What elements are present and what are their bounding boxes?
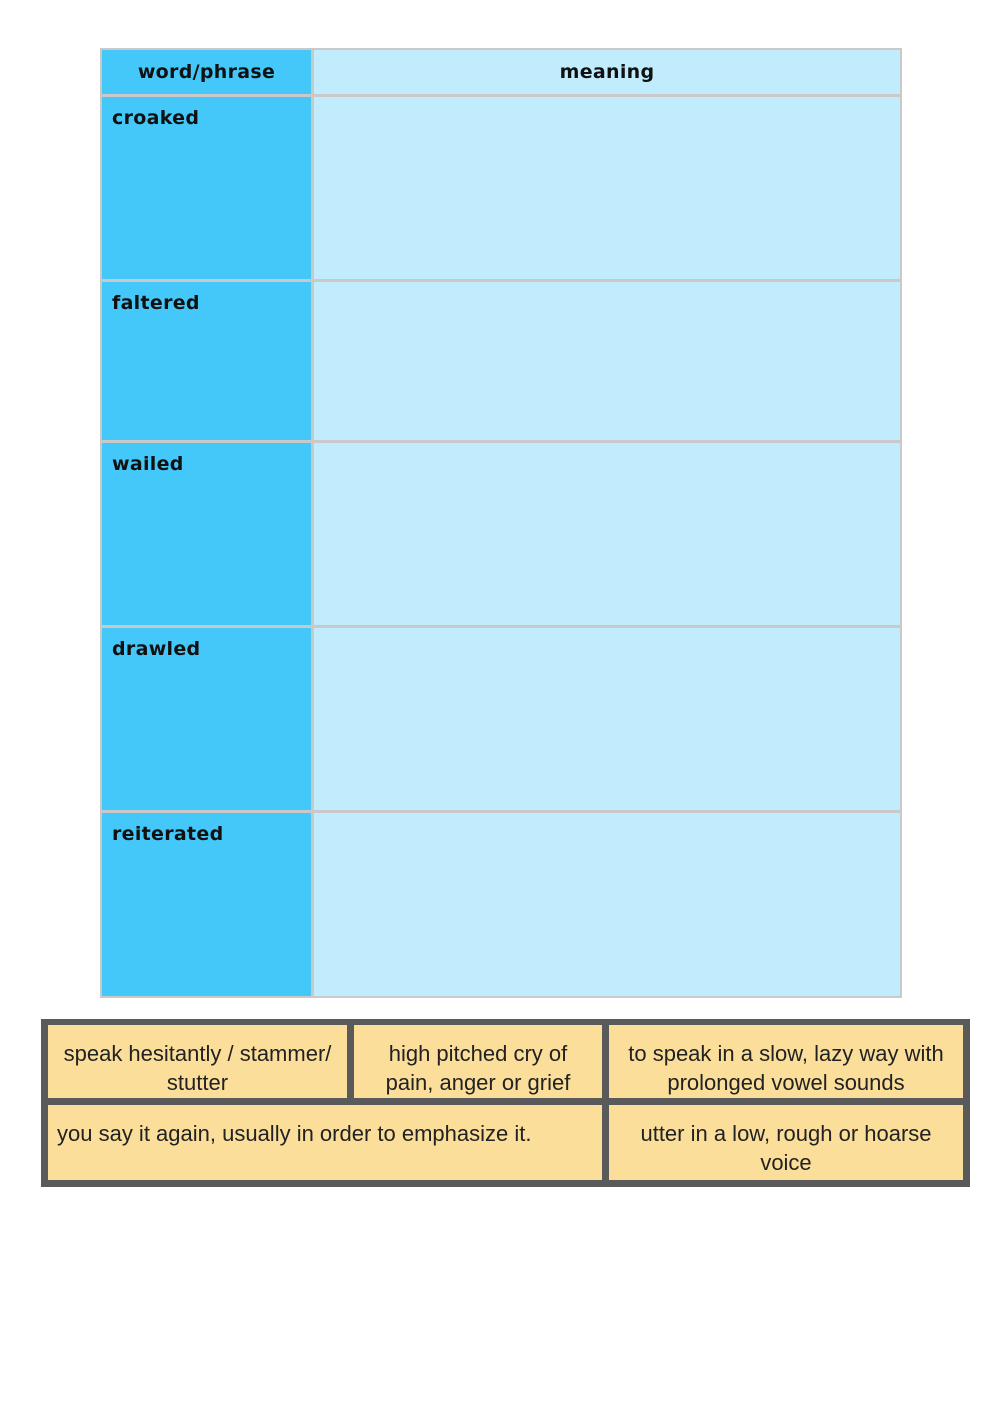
answer-tile-stammer[interactable]: speak hesitantly / stammer/ stutter bbox=[48, 1025, 347, 1098]
word-cell-drawled: drawled bbox=[102, 628, 311, 810]
meaning-drop-zone-wailed[interactable] bbox=[314, 443, 900, 625]
meaning-drop-zone-croaked[interactable] bbox=[314, 97, 900, 279]
header-meaning: meaning bbox=[314, 50, 900, 94]
answer-tile-slow-lazy-speech[interactable]: to speak in a slow, lazy way with prolonged vowel sounds bbox=[609, 1025, 963, 1098]
answer-tile-hoarse-voice[interactable]: utter in a low, rough or hoarse voice bbox=[609, 1105, 963, 1180]
header-word-phrase: word/phrase bbox=[102, 50, 311, 94]
vocabulary-table bbox=[100, 48, 902, 998]
meaning-drop-zone-reiterated[interactable] bbox=[314, 813, 900, 996]
answer-tile-high-pitched-cry[interactable]: high pitched cry of pain, anger or grief bbox=[354, 1025, 602, 1098]
table-row bbox=[102, 282, 900, 440]
meaning-drop-zone-drawled[interactable] bbox=[314, 628, 900, 810]
word-cell-wailed: wailed bbox=[102, 443, 311, 625]
table-header-row bbox=[102, 50, 900, 94]
meaning-drop-zone-faltered[interactable] bbox=[314, 282, 900, 440]
answer-tile-bank bbox=[41, 1019, 970, 1187]
answer-tile-say-again[interactable]: you say it again, usually in order to emphasize it. bbox=[48, 1105, 602, 1180]
word-cell-reiterated: reiterated bbox=[102, 813, 311, 996]
word-cell-croaked: croaked bbox=[102, 97, 311, 279]
word-cell-faltered: faltered bbox=[102, 282, 311, 440]
table-row bbox=[102, 97, 900, 279]
table-row bbox=[102, 443, 900, 625]
table-row bbox=[102, 628, 900, 810]
table-row bbox=[102, 813, 900, 996]
